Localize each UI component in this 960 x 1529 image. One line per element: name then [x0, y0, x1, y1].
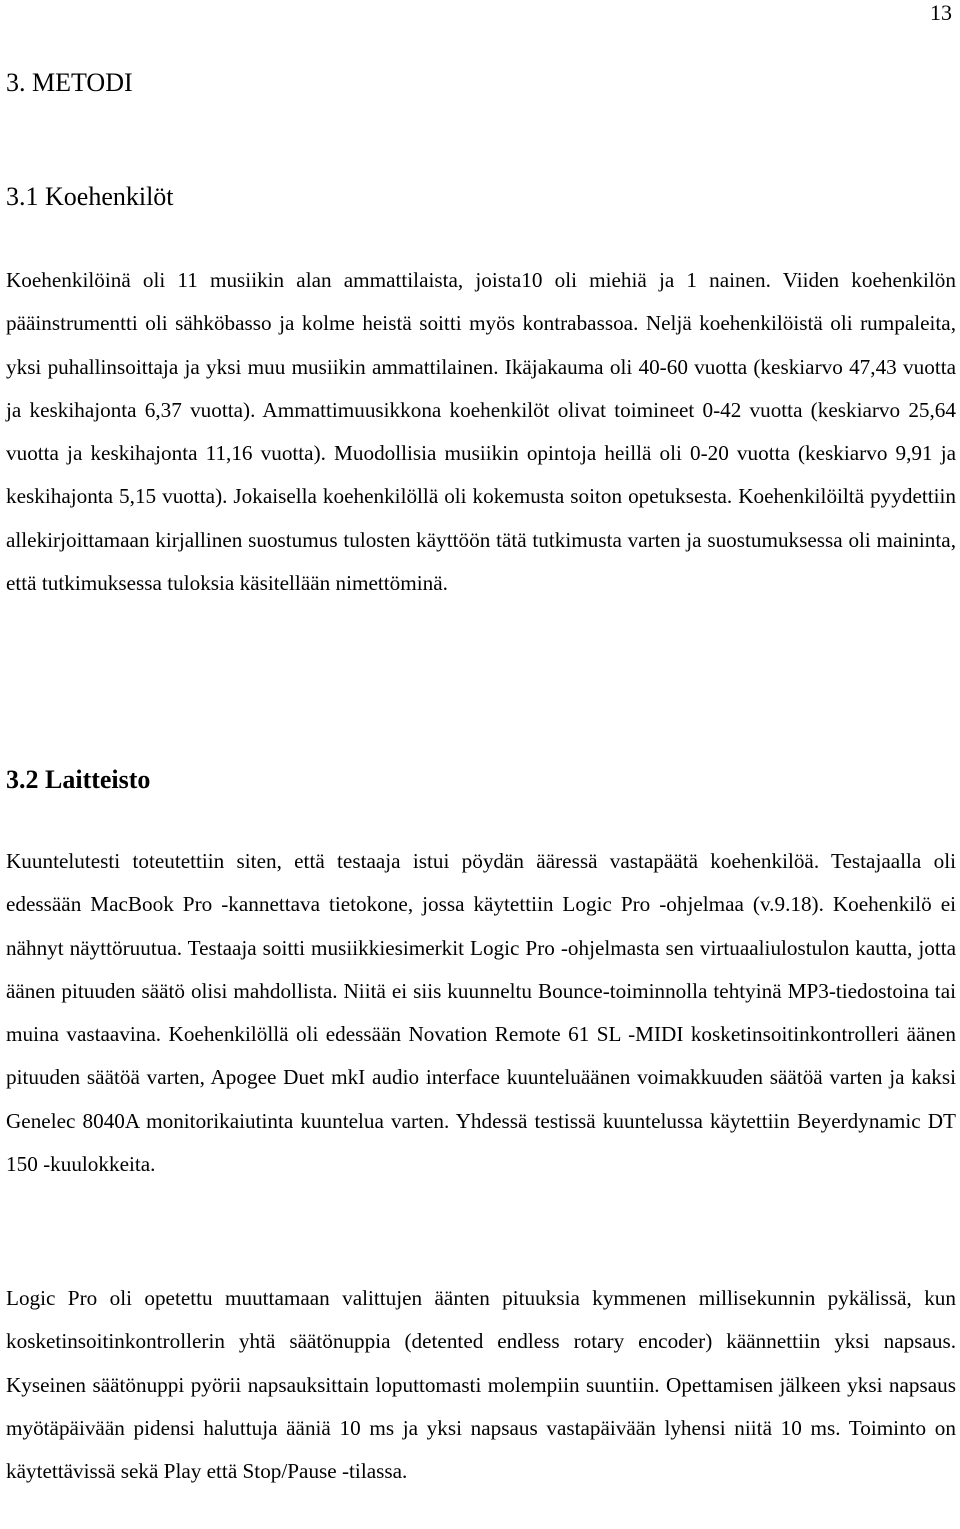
paragraph-laitteisto-1: Kuuntelutesti toteutettiin siten, että testaaja istui pöydän ääressä vastapäätä koehenkilöä. Testajaalla oli edessään MacBook Pro -kannettava tietokone, jossa käytettiin Logic Pro -ohjelmaa (v.9.18). Koehenkilö ei nähnyt näyttöruutua. Testaaja soitti musiikkiesimerkit Logic Pro -ohjelmasta sen virtuaaliulostulon kautta, jotta äänen pituuden säätö olisi mahdollista. Niitä ei siis kuunneltu Bounce-toiminnolla tehtyinä MP3-tiedostoina tai muina vastaavina. Koehenkilöllä oli edessään Novation Remote 61 SL -MIDI kosketinsoitinkontrolleri äänen pituuden säätöä varten, Apogee Duet mkI audio interface kuunteluäänen voimakkuuden säätöä varten ja kaksi Genelec 8040A monitorikaiutinta kuuntelua varten. Yhdessä testissä kuuntelussa käytettiin Beyerdynamic DT 150 -kuulokkeita.: [6, 849, 956, 1177]
paragraph-laitteisto-2: Logic Pro oli opetettu muuttamaan valittujen äänten pituuksia kymmenen millisekunnin pykälissä, kun kosketinsoitinkontrollerin yhtä säätönuppia (detented endless rotary encoder) käännettiin yksi napsaus. Kyseinen säätönuppi pyörii napsauksittain loputtomasti molempiin suuntiin. Opettamisen jälkeen yksi napsaus myötäpäivään pidensi haluttuja ääniä 10 ms ja yksi napsaus vastapäivään lyhensi niitä 10 ms. Toiminto on käytettävissä sekä Play että Stop/Pause -tilassa.: [6, 1286, 956, 1484]
paragraph-koehenkilot: Koehenkilöinä oli 11 musiikin alan ammattilaista, joista10 oli miehiä ja 1 nainen. Viiden koehenkilön pääinstrumentti oli sähköbasso ja kolme heistä soitti myös kontrabassoa. Neljä koehenkilöistä oli rumpaleita, yksi puhallinsoittaja ja yksi muu musiikin ammattilainen. Ikäjakauma oli 40-60 vuotta (keskiarvo 47,43 vuotta ja keskihajonta 6,37 vuotta). Ammattimuusikkona koehenkilöt olivat toimineet 0-42 vuotta (keskiarvo 25,64 vuotta ja keskihajonta 11,16 vuotta). Muodollisia musiikin opintoja heillä oli 0-20 vuotta (keskiarvo 9,91 ja keskihajonta 5,15 vuotta). Jokaisella koehenkilöllä oli kokemusta soiton opetuksesta. Koehenkilöiltä pyydettiin allekirjoittamaan kirjallinen suostumus tulosten käyttöön tätä tutkimusta varten ja suostumuksessa oli maininta, että tutkimuksessa tuloksia käsitellään nimettöminä.: [6, 268, 956, 596]
subsection-heading-laitteisto: 3.2 Laitteisto: [6, 765, 151, 794]
section-heading: 3. METODI: [6, 68, 133, 97]
page-number: 13: [930, 0, 952, 25]
subsection-heading-koehenkilot: 3.1 Koehenkilöt: [6, 182, 174, 211]
